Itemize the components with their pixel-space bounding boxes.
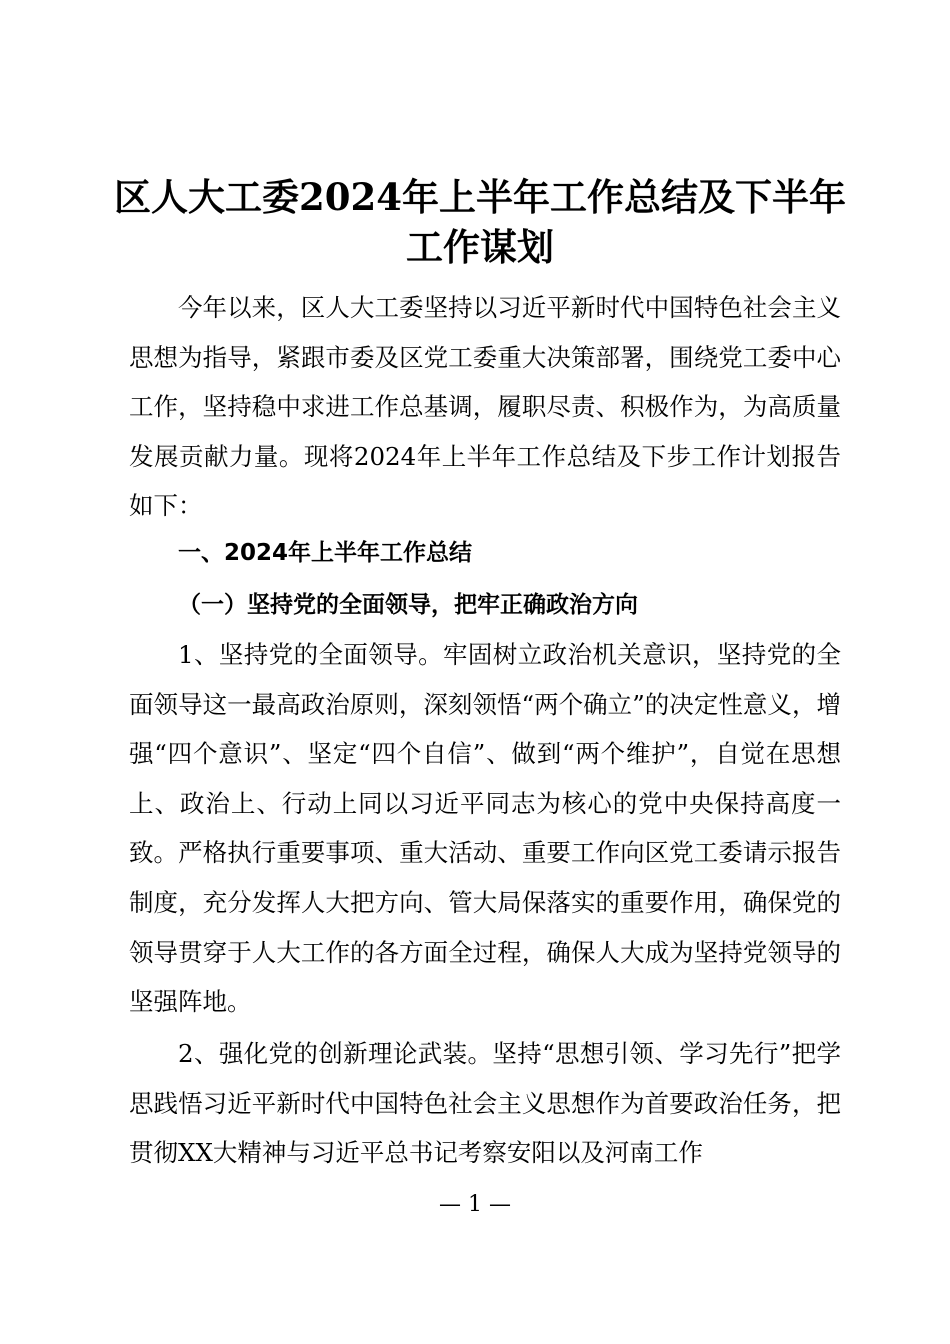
- paragraph-1: 1、坚持党的全面领导。牢固树立政治机关意识，坚持党的全面领导这一最高政治原则，深刻领悟“两个确立”的决定性意义，增强“四个意识”、坚定“四个自信”、做到“两个维护”，自觉在思想上、政治上、行动上同以习近平同志为核心的党中央保持高度一致。严格执行重要事项、重大活动、重要工作向区党工委请示报告制度，充分发挥人大把方向、管大局保落实的重要作用，确保党的领导贯穿于人大工作的各方面全过程，确保人大成为坚持党领导的坚强阵地。: [129, 640, 841, 1017]
- section-heading: 一、2024年上半年工作总结: [178, 540, 473, 566]
- intro-paragraph: 今年以来，区人大工委坚持以习近平新时代中国特色社会主义思想为指导，紧跟市委及区党工委重大决策部署，围绕党工委中心工作，坚持稳中求进工作总基调，履职尽责、积极作为，为高质量发展贡献力量。现将2024年上半年工作总结及下步工作计划报告如下：: [129, 293, 841, 521]
- page-number: — 1 —: [439, 1192, 511, 1217]
- subsection-heading: （一）坚持党的全面领导，把牢正确政治方向: [178, 591, 638, 618]
- document-title: 区人大工委2024年上半年工作总结及下半年工作谋划: [114, 175, 846, 269]
- paragraph-2: 2、强化党的创新理论武装。坚持“思想引领、学习先行”把学思践悟习近平新时代中国特色社会主义思想作为首要政治任务，把贯彻XX大精神与习近平总书记考察安阳以及河南工作: [129, 1039, 841, 1168]
